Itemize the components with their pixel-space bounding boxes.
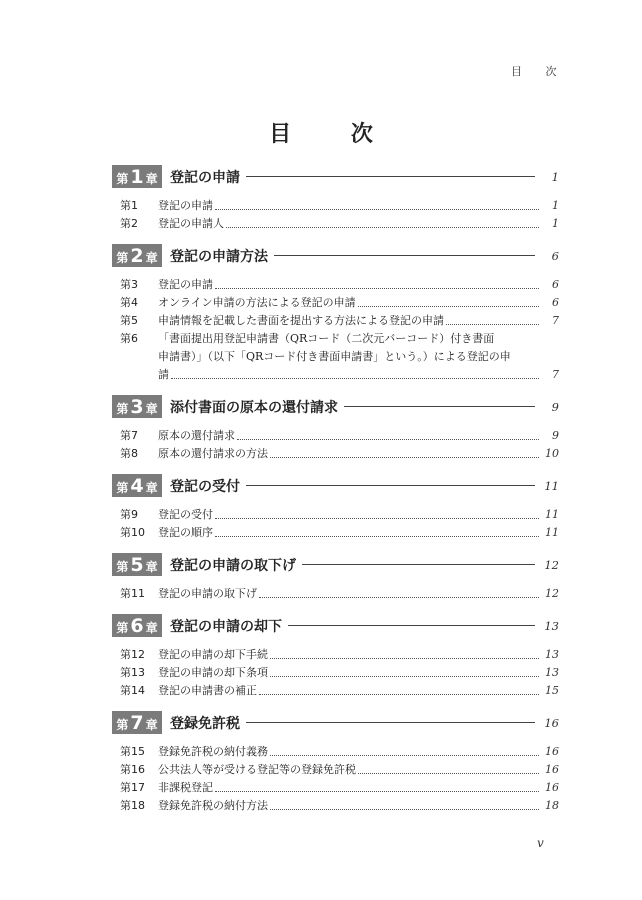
section-page-number: 11	[545, 526, 559, 539]
dot-leader	[446, 324, 539, 325]
section-page-number: 1	[552, 199, 559, 212]
section-title: 非課税登記	[158, 781, 213, 794]
leader-line	[246, 485, 535, 486]
section-page-number: 16	[545, 763, 559, 776]
dot-leader	[358, 773, 539, 774]
toc-entry[interactable]	[120, 682, 559, 700]
chapter-label: 第	[116, 621, 129, 635]
section-page-number: 7	[552, 368, 559, 381]
chapter-page-number: 1	[551, 169, 559, 184]
chapter-block	[112, 394, 559, 463]
chapter-label: 章	[145, 172, 158, 186]
dot-leader	[270, 676, 539, 677]
section-title: 登記の申請の却下条項	[158, 666, 268, 679]
section-title: オンライン申請の方法による登記の申請	[158, 296, 356, 309]
section-title: 原本の還付請求	[158, 429, 235, 442]
section-title: 登記の申請人	[158, 217, 224, 230]
chapter-heading[interactable]	[112, 710, 559, 735]
section-number: 第15	[120, 745, 145, 758]
section-page-number: 12	[545, 587, 559, 600]
section-title: 申請情報を記載した書面を提出する方法による登記の申請	[158, 314, 444, 327]
chapter-label: 第	[116, 718, 129, 732]
section-title: 登記の順序	[158, 526, 213, 539]
chapter-heading[interactable]	[112, 243, 559, 268]
dot-leader	[237, 439, 539, 440]
chapter-number-badge	[112, 553, 162, 576]
chapter-number: 5	[130, 554, 144, 576]
chapter-page-number: 11	[544, 478, 559, 493]
section-number: 第8	[120, 447, 138, 460]
chapter-block	[112, 243, 559, 384]
section-page-number: 16	[545, 745, 559, 758]
toc-entry[interactable]	[120, 585, 559, 603]
section-number: 第12	[120, 648, 145, 661]
section-page-number: 13	[545, 666, 559, 679]
chapter-label: 章	[145, 481, 158, 495]
dot-leader	[215, 791, 539, 792]
section-title-line: 申請書）」（以下「QRコード付き書面申請書」という。）による登記の申	[158, 350, 511, 363]
toc-entry[interactable]	[120, 506, 559, 524]
chapter-label: 第	[116, 172, 129, 186]
toc-entry[interactable]	[120, 779, 559, 797]
chapter-number: 1	[130, 166, 144, 188]
toc-entry[interactable]	[120, 524, 559, 542]
dot-leader	[215, 209, 539, 210]
section-page-number: 13	[545, 648, 559, 661]
section-title-line: 請	[158, 368, 169, 381]
leader-line	[288, 625, 535, 626]
section-title-line: 「書面提出用登記申請書（QRコード（二次元バーコード）付き書面	[158, 332, 495, 345]
dot-leader	[270, 658, 539, 659]
chapter-title: 登記の申請方法	[170, 248, 268, 265]
chapter-label: 第	[116, 560, 129, 574]
section-number: 第14	[120, 684, 145, 697]
section-number: 第17	[120, 781, 145, 794]
leader-line	[246, 176, 535, 177]
toc-entry[interactable]	[120, 312, 559, 330]
chapter-block	[112, 473, 559, 542]
page-number: v	[537, 836, 544, 850]
section-page-number: 7	[552, 314, 559, 327]
chapter-label: 第	[116, 481, 129, 495]
chapter-page-number: 6	[551, 248, 559, 263]
dot-leader	[259, 597, 539, 598]
toc-entry[interactable]	[120, 197, 559, 215]
chapter-heading[interactable]	[112, 552, 559, 577]
leader-line	[246, 722, 535, 723]
chapter-title: 登記の申請の取下げ	[170, 557, 296, 574]
chapter-label: 章	[145, 560, 158, 574]
toc-entry[interactable]	[120, 743, 559, 761]
toc-entry[interactable]	[120, 797, 559, 815]
section-page-number: 15	[545, 684, 559, 697]
section-title: 登記の受付	[158, 508, 213, 521]
page-title: 目 次	[269, 122, 399, 147]
chapter-title: 登記の申請	[170, 169, 240, 186]
running-head: 目 次	[511, 65, 567, 78]
section-page-number: 18	[545, 799, 559, 812]
chapter-title: 添付書面の原本の還付請求	[170, 399, 338, 416]
section-page-number: 6	[552, 278, 559, 291]
section-title: 原本の還付請求の方法	[158, 447, 268, 460]
section-page-number: 16	[545, 781, 559, 794]
chapter-block	[112, 164, 559, 233]
chapter-page-number: 9	[551, 399, 559, 414]
dot-leader	[215, 288, 539, 289]
chapter-heading[interactable]	[112, 164, 559, 189]
section-number: 第13	[120, 666, 145, 679]
chapter-number-badge	[112, 395, 162, 418]
chapter-heading[interactable]	[112, 394, 559, 419]
section-number: 第11	[120, 587, 145, 600]
toc-entry[interactable]	[120, 445, 559, 463]
chapter-number-badge	[112, 614, 162, 637]
section-number: 第5	[120, 314, 138, 327]
toc-entry[interactable]	[120, 294, 559, 312]
chapter-label: 章	[145, 718, 158, 732]
section-page-number: 9	[552, 429, 559, 442]
toc-entry[interactable]	[120, 664, 559, 682]
section-title: 登録免許税の納付方法	[158, 799, 268, 812]
section-title: 登記の申請	[158, 199, 213, 212]
dot-leader	[259, 694, 539, 695]
section-number: 第2	[120, 217, 138, 230]
section-title: 登記の申請	[158, 278, 213, 291]
chapter-heading[interactable]	[112, 613, 559, 638]
dot-leader	[215, 518, 539, 519]
toc-entry[interactable]	[120, 427, 559, 445]
chapter-number: 7	[130, 712, 144, 734]
chapter-title: 登記の申請の却下	[170, 618, 282, 635]
dot-leader	[171, 378, 539, 379]
section-page-number: 10	[545, 447, 559, 460]
toc-entry[interactable]	[120, 276, 559, 294]
dot-leader	[270, 457, 539, 458]
chapter-page-number: 16	[544, 715, 559, 730]
toc-entry[interactable]	[120, 215, 559, 233]
leader-line	[344, 406, 535, 407]
section-number: 第7	[120, 429, 138, 442]
section-page-number: 6	[552, 296, 559, 309]
chapter-label: 章	[145, 251, 158, 265]
dot-leader	[270, 755, 539, 756]
dot-leader	[226, 227, 539, 228]
toc-entry[interactable]	[120, 761, 559, 779]
dot-leader	[358, 306, 539, 307]
chapter-number-badge	[112, 165, 162, 188]
leader-line	[274, 255, 535, 256]
section-number: 第18	[120, 799, 145, 812]
chapter-number: 6	[130, 615, 144, 637]
chapter-label: 第	[116, 251, 129, 265]
toc-entry[interactable]	[120, 330, 559, 384]
section-page-number: 1	[552, 217, 559, 230]
section-title: 登録免許税の納付義務	[158, 745, 268, 758]
section-number: 第1	[120, 199, 138, 212]
chapter-number-badge	[112, 474, 162, 497]
section-number: 第3	[120, 278, 138, 291]
chapter-page-number: 12	[544, 557, 559, 572]
chapter-number-badge	[112, 244, 162, 267]
section-title: 登記の申請の取下げ	[158, 587, 257, 600]
chapter-number: 3	[130, 396, 144, 418]
section-page-number: 11	[545, 508, 559, 521]
chapter-block	[112, 613, 559, 700]
section-title: 登記の申請の却下手続	[158, 648, 268, 661]
section-title: 公共法人等が受ける登記等の登録免許税	[158, 763, 356, 776]
section-title: 登記の申請書の補正	[158, 684, 257, 697]
toc-entry[interactable]	[120, 646, 559, 664]
dot-leader	[215, 536, 539, 537]
chapter-heading[interactable]	[112, 473, 559, 498]
chapter-label: 第	[116, 402, 129, 416]
chapter-number: 2	[130, 245, 144, 267]
table-of-contents	[112, 164, 559, 825]
chapter-block	[112, 552, 559, 603]
chapter-number-badge	[112, 711, 162, 734]
section-number: 第9	[120, 508, 138, 521]
chapter-number: 4	[130, 475, 144, 497]
chapter-block	[112, 710, 559, 815]
section-number: 第10	[120, 526, 145, 539]
dot-leader	[270, 809, 539, 810]
chapter-title: 登録免許税	[170, 715, 240, 732]
chapter-label: 章	[145, 402, 158, 416]
chapter-title: 登記の受付	[170, 478, 240, 495]
section-number: 第16	[120, 763, 145, 776]
chapter-label: 章	[145, 621, 158, 635]
chapter-page-number: 13	[544, 618, 559, 633]
leader-line	[302, 564, 535, 565]
section-number: 第4	[120, 296, 138, 309]
section-number: 第6	[120, 332, 138, 345]
